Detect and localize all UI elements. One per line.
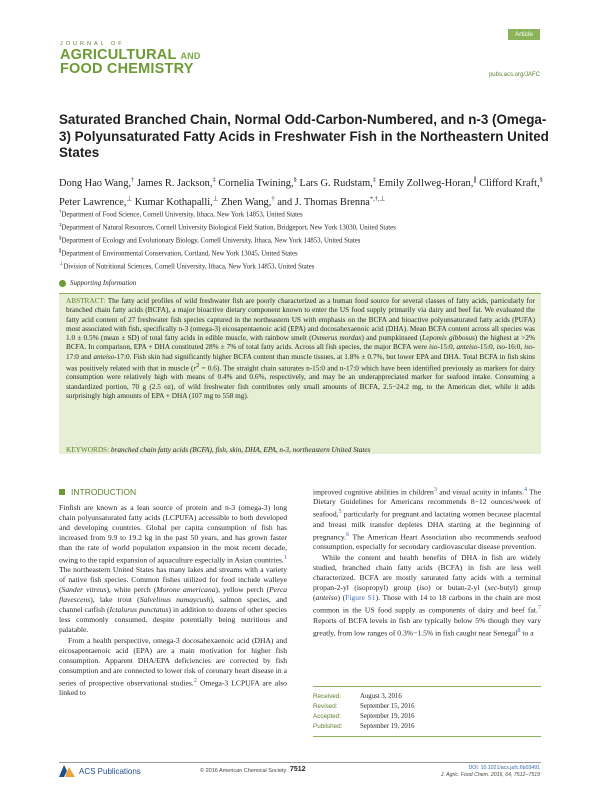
article-type-badge: Article (508, 29, 540, 40)
journal-small-label: JOURNAL OF (60, 41, 125, 47)
reference-link[interactable]: 6 (346, 530, 350, 538)
author[interactable]: Dong Hao Wang,† (59, 177, 135, 190)
paragraph: While the content and health benefits of DHA in fish are widely studied, branched chain fatty acids (BCFA) in fish are less well characterized. BCFA are mostly saturated fatty acids with a terminal propan-2-yl (isopropyl) group (iso) or butan-2-yl (sec-butyl) group (anteiso) (Figure S1). Those with 14 to 18 carbons in the chain are most common in the US food supply as components of dairy and beef fat.$^7$ Reports of BCFA levels in fish are typically below 5% though they vary greatly, from low ranges of 0.3%−1.5% in fish caught near Senegal$^8$ to a (313, 553, 541, 638)
paragraph: improved cognitive abilities in children$^3$ and visual acuity in infants.$^4$ The Dietary Guidelines for Americans recommends 8−12 ounces/week of seafood,$^5$ particularly for pregnant and lactating women because placental and breast milk transfer depletes DHA starting at the beginning of pregnancy.$^6$ The American Heart Association also recommends seafood consumption, especially for secondary cardiovascular disease prevention. (313, 486, 541, 552)
journal-url-link[interactable]: pubs.acs.org/JAFC (488, 72, 540, 78)
author[interactable]: Zhen Wang,† (220, 195, 275, 209)
affiliation: †Department of Food Science, Cornell University, Ithaca, New York 14853, United States (59, 210, 303, 219)
supporting-information-link[interactable] (59, 279, 136, 287)
journal-and: AND (180, 51, 201, 61)
abstract-label: ABSTRACT: (66, 297, 106, 305)
journal-name-line2: FOOD CHEMISTRY (60, 61, 194, 77)
publisher-name: ACS Publications (79, 766, 141, 776)
author[interactable]: Peter Lawrence,⊥ (59, 195, 133, 209)
affiliation: ∥Department of Environmental Conservation, Cortland, New York 13045, United States (59, 249, 298, 258)
introduction-heading: INTRODUCTION (59, 487, 136, 497)
doi-block (441, 765, 540, 779)
reference-link[interactable]: 5 (338, 508, 342, 516)
author[interactable]: James R. Jackson,‡ (136, 177, 216, 190)
reference-link[interactable]: 7 (537, 604, 541, 612)
body-column-right (313, 485, 541, 638)
affiliation: ‡Department of Natural Resources, Cornell University Biological Field Station, Bridgeport, New York 13030, United States (59, 223, 396, 232)
paragraph: From a health perspective, omega-3 docosahexaenoic acid (DHA) and eicosapentaenoic acid (EPA) are a main motivation for higher fish consumption. Apparent DHA/EPA deficiencies are corrected by fish consumption and are connected to lower risk of coronary heart disease in a series of prospective observational studies.$^2$ Omega-3 LCPUFA are also linked to (59, 635, 287, 698)
copyright-notice: © 2016 American Chemical Society (200, 768, 287, 774)
supporting-info-label: Supporting Information (70, 279, 137, 287)
affiliation: ⊥Division of Nutritional Sciences, Cornell University, Ithaca, New York 14853, United States (59, 262, 315, 271)
supporting-info-icon (59, 280, 66, 287)
author[interactable]: Kumar Kothapalli,⊥ (134, 195, 219, 209)
section-square-icon (59, 489, 65, 495)
figure-s1-link[interactable]: Figure S1 (345, 593, 376, 603)
page-number: 7512 (290, 766, 306, 773)
affiliation: §Department of Ecology and Evolutionary Biology, Cornell University, Ithaca, New York 14853, United States (59, 236, 361, 245)
author[interactable]: Cornelia Twining,§ (218, 177, 297, 190)
author[interactable]: Emily Zollweg-Horan,∥ (378, 177, 477, 190)
reference-link[interactable]: 1 (283, 553, 287, 561)
date-revised: Revised: September 15, 2016 (313, 703, 415, 710)
citation: J. Agric. Food Chem. 2016, 64, 7512−7519 (440, 772, 540, 778)
paragraph: Finfish are known as a lean source of protein and n-3 (omega-3) long chain polyunsaturated fatty acids (LCPUFA) accessible to both developed and developing countries. Global per capita consumption of fish has increased from 9.9 to 19.2 kg in the past 50 years, and has grown faster than the rate of world population expansion in the most recent decade, owing to the rapid expansion of aquaculture especially in Asian countries.$^1$ The northeastern United States has many lakes and streams with a variety of native fish species. Common fishes utilized for food include walleye (Sander vitreus), white perch (Morone americana), yellow perch (Perca flavescens), lake trout (Salvelinus namaycush), salmon species, and channel catfish (Ictalurus punctatus) in addition to dozens of other species less commonly consumed, despite potentially being nutritious and palatable. (59, 503, 287, 634)
reference-link[interactable]: 4 (523, 486, 528, 493)
acs-publications-logo[interactable] (59, 765, 141, 777)
reference-link[interactable]: 3 (433, 486, 438, 493)
reference-link[interactable]: 8 (517, 626, 521, 634)
keywords: KEYWORDS: branched chain fatty acids (BCFA), fish, skin, DHA, EPA, n-3, northeastern United States (66, 446, 371, 454)
acs-logo-icon (59, 765, 75, 777)
footer-divider (59, 762, 541, 763)
abstract-text: ABSTRACT: The fatty acid profiles of wild freshwater fish are poorly characterized as a human food source for several classes of fatty acids, particularly for branched chain fatty acids (BCFA), a major bioactive dietary component known to enter the US food supply primarily via dairy and beef fat. We evaluated the fatty acid content of 27 freshwater fish species captured in the northeastern US with emphasis on the BCFA and bioactive polyunsaturated fatty acids (PUFA) most associated with fish, specifically n-3 (omega-3) eicosapentaenoic acid (EPA) and docosahexaenoic acid (DHA). Mean BCFA content across all species was 1.0 ± 0.5% (mean ± SD) of total fatty acids in edible muscle, with rainbow smelt (Osmerus mordax) and pumpkinseed (Lepomis gibbosus) the highest at >2% BCFA. In comparison, EPA + DHA constituted 28% ± 7% of total fatty acids. Across all fish species, the major BCFA were iso-15:0, anteiso-15:0, iso-16:0, iso-17:0 and anteiso-17:0. Fish skin had significantly higher BCFA content than muscle tissues, at 1.8% ± 0.7%, but lower EPA and DHA. Total BCFA in fish skins was positively related with that in muscle $(r^2 = 0.6)$. The straight chain saturates n-15:0 and n-17:0 which have been identified previously as markers for dairy consumption were relatively high with means of 0.4% and 0.6%, respectively, and may be an underappreciated marker for seafood intake. Consuming a standardized portion, 70 g (2.5 oz), of wild freshwater fish contributes only small amounts of BCFA, 2.5−24.2 mg, to the American diet, while it adds surprisingly high amounts of EPA + DHA (107 mg to 558 mg). (66, 297, 536, 400)
doi-link[interactable]: DOI: 10.1021/acs.jafc.6b03491 (468, 765, 540, 771)
author-list (59, 173, 549, 211)
date-published: Published: September 19, 2016 (313, 723, 415, 730)
date-received: Received: August 3, 2016 (313, 693, 402, 700)
article-title: Saturated Branched Chain, Normal Odd-Carbon-Numbered, and n-3 (Omega-3) Polyunsaturated Fatty Acids in Freshwater Fish in the Northeastern United States (59, 112, 549, 160)
journal-agricultural: AGRICULTURAL (60, 47, 177, 63)
author[interactable]: Clifford Kraft,§ (479, 177, 543, 190)
reference-link[interactable]: 2 (193, 676, 197, 684)
keywords-label: KEYWORDS: (66, 446, 110, 454)
publication-dates (313, 686, 541, 737)
author[interactable]: Lars G. Rudstam,‡ (299, 177, 377, 190)
body-column-left (59, 503, 287, 698)
date-accepted: Accepted: September 19, 2016 (313, 713, 415, 720)
author[interactable]: and J. Thomas Brenna*,†,⊥ (277, 195, 386, 209)
